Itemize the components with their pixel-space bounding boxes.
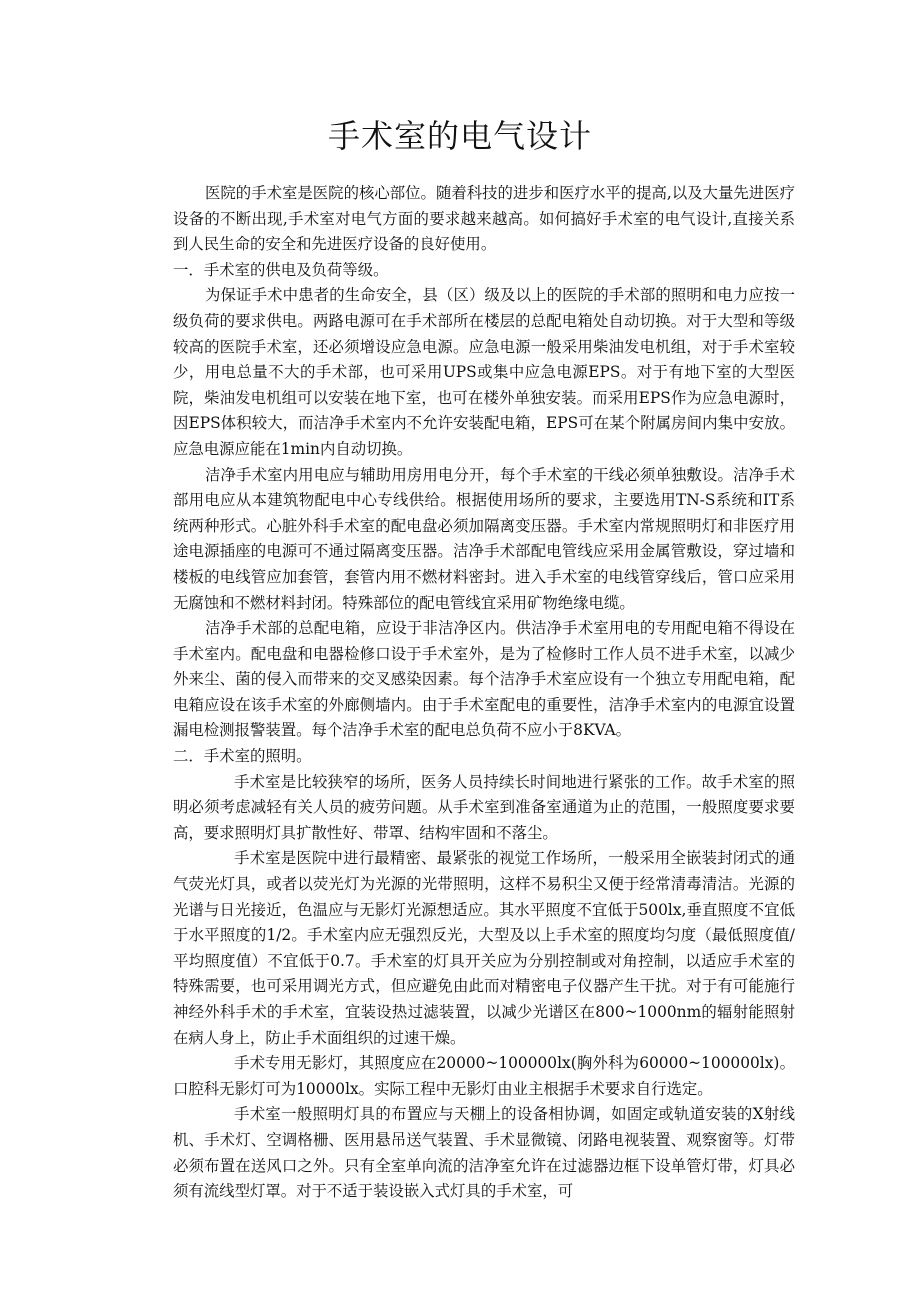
section-heading-lighting: 二．手术室的照明。: [173, 747, 312, 766]
paragraph: 手术专用无影灯，其照度应在20000~100000lx(胸外科为60000~100000lx)。口腔科无影灯可为10000lx。实际工程中无影灯由业主根据手术要求自行选定。: [173, 1054, 795, 1098]
paragraph: 手术室一般照明灯具的布置应与天棚上的设备相协调，如固定或轨道安装的X射线机、手术灯、空调格栅、医用悬吊送气装置、手术显微镜、闭路电视装置、观察窗等。灯带必须布置在送风口之外。只有全室单向流的洁净室允许在过滤器边框下设单管灯带，灯具必须有流线型灯罩。对于不适于装设嵌入式灯具的手术室，可: [173, 1105, 795, 1201]
document-title: 手术室的电气设计: [327, 117, 592, 155]
paragraph: 为保证手术中患者的生命安全，县（区）级及以上的医院的手术部的照明和电力应按一级负荷的要求供电。两路电源可在手术部所在楼层的总配电箱处自动切换。对于大型和等级较高的医院手术室，还必须增设应急电源。应急电源一般采用柴油发电机组，对于手术室较少，用电总量不大的手术部，也可采用UPS或集中应急电源EPS。对于有地下室的大型医院，柴油发电机组可以安装在地下室，也可在楼外单独安装。而采用EPS作为应急电源时，因EPS体积较大，而洁净手术室内不允许安装配电箱，EPS可在某个附属房间内集中安放。应急电源应能在1min内自动切换。: [173, 286, 795, 458]
intro-paragraph: 医院的手术室是医院的核心部位。随着科技的进步和医疗水平的提高,以及大量先进医疗设备的不断出现,手术室对电气方面的要求越来越高。如何搞好手术室的电气设计,直接关系到人民生命的安全和先进医疗设备的良好使用。: [173, 184, 795, 254]
paragraph: 洁净手术室内用电应与辅助用房用电分开，每个手术室的干线必须单独敷设。洁净手术部用电应从本建筑物配电中心专线供给。根据使用场所的要求，主要选用TN-S系统和IT系统两种形式。心脏外科手术室的配电盘必须加隔离变压器。手术室内常规照明灯和非医疗用途电源插座的电源可不通过隔离变压器。洁净手术部配电管线应采用金属管敷设，穿过墙和楼板的电线管应加套管，套管内用不燃材料密封。进入手术室的电线管穿线后，管口应采用无腐蚀和不燃材料封闭。特殊部位的配电管线宜采用矿物绝缘电缆。: [173, 465, 795, 612]
section-heading-power-supply: 一．手术室的供电及负荷等级。: [173, 260, 389, 279]
paragraph: 洁净手术部的总配电箱，应设于非洁净区内。供洁净手术室用电的专用配电箱不得设在手术室内。配电盘和电器检修口设于手术室外，是为了检修时工作人员不进手术室，以减少外来尘、菌的侵入而带来的交叉感染因素。每个洁净手术室应设有一个独立专用配电箱，配电箱应设在该手术室的外廊侧墙内。由于手术室配电的重要性，洁净手术室内的电源宜设置漏电检测报警装置。每个洁净手术室的配电总负荷不应小于8KVA。: [173, 619, 795, 740]
paragraph: 手术室是比较狭窄的场所，医务人员持续长时间地进行紧张的工作。故手术室的照明必须考虑减轻有关人员的疲劳问题。从手术室到准备室通道为止的范围，一般照度要求要高，要求照明灯具扩散性好、带罩、结构牢固和不落尘。: [173, 772, 795, 842]
paragraph: 手术室是医院中进行最精密、最紧张的视觉工作场所，一般采用全嵌装封闭式的通气荧光灯具，或者以荧光灯为光源的光带照明，这样不易积尘又便于经常清毒清洁。光源的光谱与日光接近，色温应与无影灯光源想适应。其水平照度不宜低于500lx,垂直照度不宜低于水平照度的1/2。手术室内应无强烈反光，大型及以上手术室的照度均匀度（最低照度值/平均照度值）不宜低于0.7。手术室的灯具开关应为分别控制或对角控制，以适应手术室的特殊需要，也可采用调光方式，但应避免由此而对精密电子仪器产生干扰。对于有可能施行神经外科手术的手术室，宜装设热过滤装置，以减少光谱区在800~1000nm的辐射能照射在病人身上，防止手术面组织的过速干燥。: [173, 849, 795, 1047]
document-body: [173, 181, 795, 1205]
